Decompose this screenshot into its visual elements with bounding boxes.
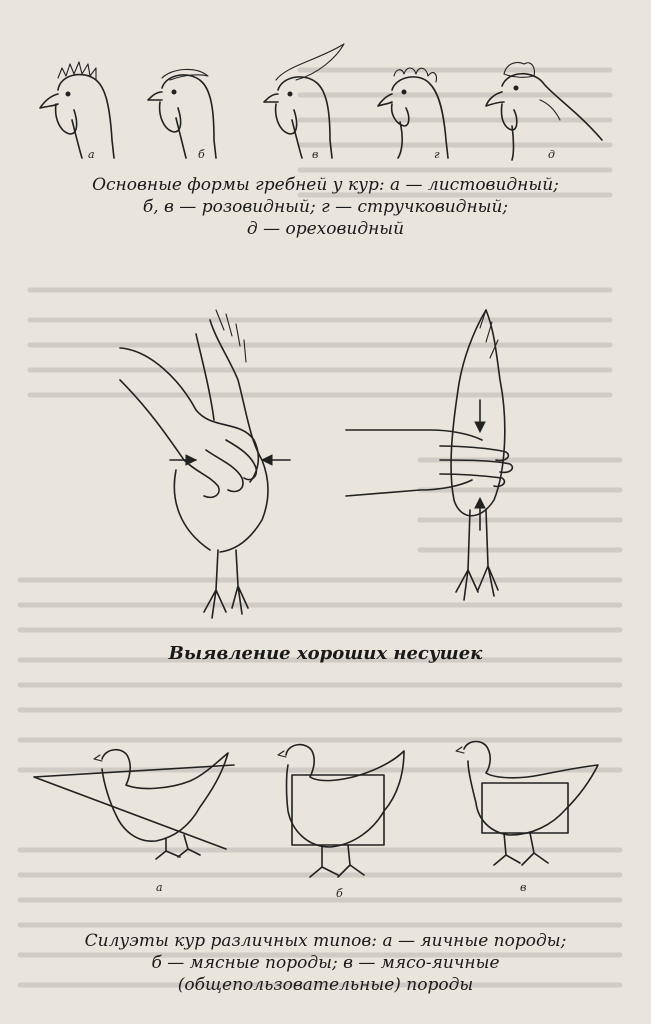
comb-label-d: д [548,148,555,161]
silhouette-a-egg-breed [34,750,234,859]
head-a-leaf-comb [40,62,114,158]
silhouette-caption-line-2: б — мясные породы; в — мясо-яичные [151,953,500,973]
hen-held-below [346,310,512,600]
silhouette-caption-line-3: (общепользовательные) породы [177,975,474,995]
silhouette-caption-line-1: Силуэты кур различных типов: а — яичные породы; [84,931,567,951]
head-g-pea-comb [378,68,448,158]
comb-label-v: в [312,148,319,161]
head-b-rose-comb [148,69,216,158]
comb-shapes-figure [0,30,651,165]
silhouette-label-b: б [336,887,343,900]
silhouette-label-v: в [520,881,527,894]
hen-silhouettes-figure [0,725,651,905]
comb-shapes-caption [0,174,651,240]
good-layers-figure [0,300,651,630]
silhouettes-caption [0,930,651,996]
silhouette-label-a: а [156,881,163,894]
comb-caption-line-2: б, в — розовидный; г — стручковидный; [142,197,509,217]
silhouette-b-meat-breed [278,745,404,877]
head-v-rose-comb [264,44,344,158]
comb-label-b: б [198,148,205,161]
hen-held-above [120,310,290,618]
comb-label-a: а [88,148,95,161]
good-layers-caption: Выявление хороших несушек [168,643,483,664]
silhouette-v-meat-egg-breed [456,742,598,866]
comb-label-g: г [434,148,440,161]
comb-caption-line-3: д — ореховидный [246,219,405,239]
comb-caption-line-1: Основные формы гребней у кур: а — листовидный; [92,175,559,195]
head-d-walnut-comb [486,62,602,160]
